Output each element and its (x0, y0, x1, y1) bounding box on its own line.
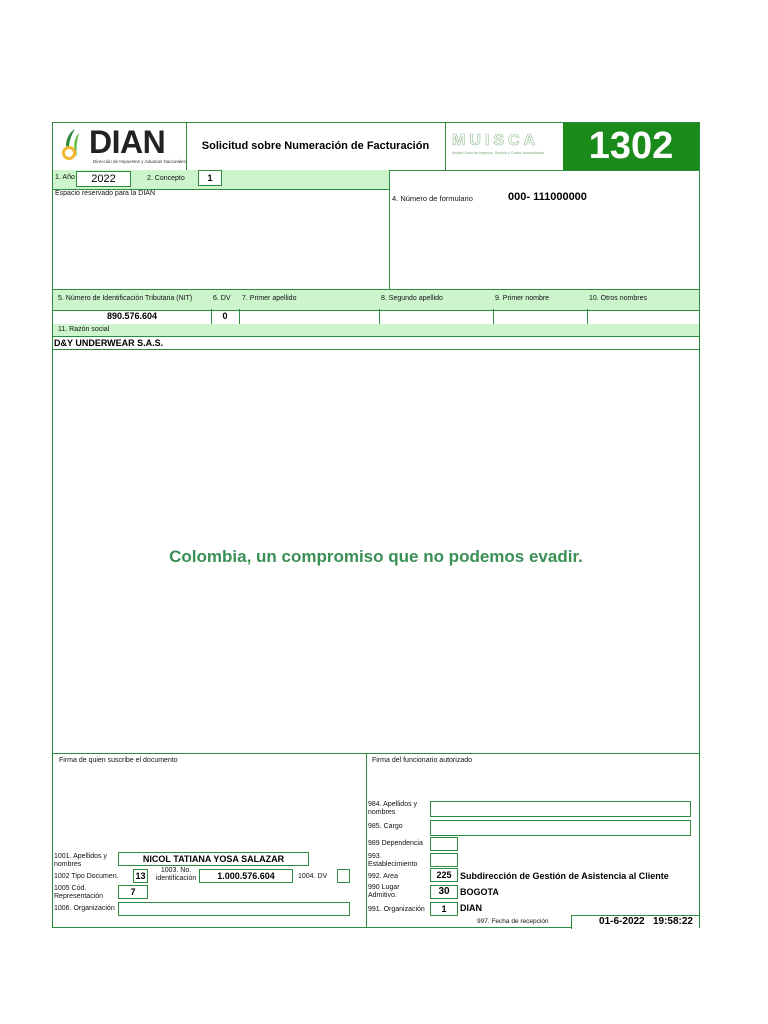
muisca-text: MUISCA (452, 132, 540, 149)
signer-dv-label: 1004. DV (298, 873, 328, 880)
official-area-name: Subdirección de Gestión de Asistencia al Cliente (460, 871, 669, 881)
header (53, 123, 699, 171)
nit-label: 5. Número de Identificación Tributaria (NIT) (58, 295, 193, 302)
signer-org-label: 1006. Organización (54, 905, 115, 912)
dv-value[interactable]: 0 (222, 311, 228, 321)
reception-date-field[interactable] (571, 915, 699, 929)
muisca-logo (446, 123, 563, 170)
official-place-label: 990 Lugar Admitivo. (368, 884, 400, 900)
year-label: 1. Año (55, 174, 75, 181)
official-establishment-label: 993. Establecimiento (368, 853, 418, 869)
signer-names-field[interactable] (118, 852, 309, 866)
signer-section-label: Firma de quien suscribe el documento (59, 757, 178, 764)
signer-dv-field[interactable] (337, 869, 350, 883)
signer-doc-type-label: 1002 Tipo Documen. (54, 873, 119, 880)
signer-rep-value: 7 (130, 887, 136, 897)
official-org-name: DIAN (460, 903, 482, 913)
year-value: 2022 (91, 173, 116, 185)
dian-logo (53, 123, 187, 170)
form-title: Solicitud sobre Numeración de Facturación (186, 123, 446, 170)
official-names-label: 984. Apellidos y nombres (368, 801, 418, 817)
official-names-field[interactable] (430, 801, 691, 817)
official-place-code-field[interactable] (430, 885, 458, 899)
signer-doc-type-value: 13 (135, 871, 146, 881)
official-dependency-label: 989 Dependencia (368, 840, 423, 847)
signer-id-no-value: 1.000.576.604 (217, 871, 275, 881)
reception-date-label: 997. Fecha de recepción (477, 918, 549, 925)
first-name-label: 9. Primer nombre (495, 295, 550, 302)
business-name-label-row (53, 324, 699, 337)
official-area-label: 992. Area (368, 873, 398, 880)
form-number: 1302 (563, 123, 699, 170)
concept-label: 2. Concepto (147, 175, 185, 182)
divider-dv (239, 309, 240, 324)
official-org-code: 1 (441, 904, 447, 914)
slogan: Colombia, un compromiso que no podemos evadir. (169, 547, 583, 566)
official-position-label: 985. Cargo (368, 823, 403, 830)
divider-business (53, 349, 699, 350)
form-1302 (52, 122, 700, 928)
official-place-name: BOGOTA (460, 887, 499, 897)
divider-signers (366, 753, 367, 927)
dian-logo-text: DIAN (89, 124, 166, 160)
divider-establishment (699, 853, 700, 867)
signer-rep-field[interactable] (118, 885, 148, 899)
divider-signature (53, 753, 699, 754)
official-area-code-field[interactable] (430, 868, 458, 882)
divider-name (587, 309, 588, 324)
other-names-label: 10. Otros nombres (589, 295, 647, 302)
business-name-value[interactable]: D&Y UNDERWEAR S.A.S. (54, 338, 164, 348)
signer-id-no-label: 1003. No. identificación (155, 867, 197, 883)
form-no-label: 4. Número de formulario (392, 194, 473, 203)
official-org-code-field[interactable] (430, 902, 458, 916)
reserved-label: Espacio reservado para la DIAN (55, 190, 155, 197)
official-position-field[interactable] (430, 820, 691, 836)
muisca-subtext: Modelo Único de Ingresos, Servicio y Control Automatizado (452, 151, 545, 155)
signer-org-field[interactable] (118, 902, 350, 916)
form-no-value: 000- 111000000 (508, 191, 587, 203)
dv-label: 6. DV (213, 295, 231, 302)
nit-value[interactable]: 890.576.604 (106, 311, 158, 321)
year-field[interactable] (76, 171, 131, 187)
concept-value: 1 (207, 173, 213, 183)
second-surname-label: 8. Segundo apellido (381, 295, 443, 302)
official-section-label: Firma del funcionario autorizado (372, 757, 472, 764)
concept-field[interactable] (198, 170, 222, 186)
signer-names-value: NICOL TATIANA YOSA SALAZAR (142, 854, 285, 864)
divider-surname2 (493, 309, 494, 324)
divider-surname1 (379, 309, 380, 324)
dian-emblem-icon (59, 127, 89, 163)
official-dependency-field[interactable] (430, 837, 458, 851)
signer-doc-type-field[interactable] (133, 869, 148, 883)
official-area-code: 225 (436, 870, 452, 880)
first-surname-label: 7. Primer apellido (242, 295, 297, 302)
signer-id-no-field[interactable] (199, 869, 293, 883)
business-name-label: 11. Razón social (58, 326, 110, 333)
official-place-code: 30 (438, 886, 450, 897)
official-org-label: 991. Organización (368, 906, 425, 913)
official-establishment-field[interactable] (430, 853, 458, 867)
dian-logo-subtext: Dirección de Impuestos y Aduanas Nacionales (93, 159, 186, 164)
reception-date-value: 01-6-2022 19:58:22 (599, 916, 693, 927)
signer-names-label: 1001. Apellidos y nombres (54, 853, 107, 869)
signer-rep-label: 1005 Cód. Representación (54, 885, 104, 901)
divider-reserved (389, 170, 390, 290)
